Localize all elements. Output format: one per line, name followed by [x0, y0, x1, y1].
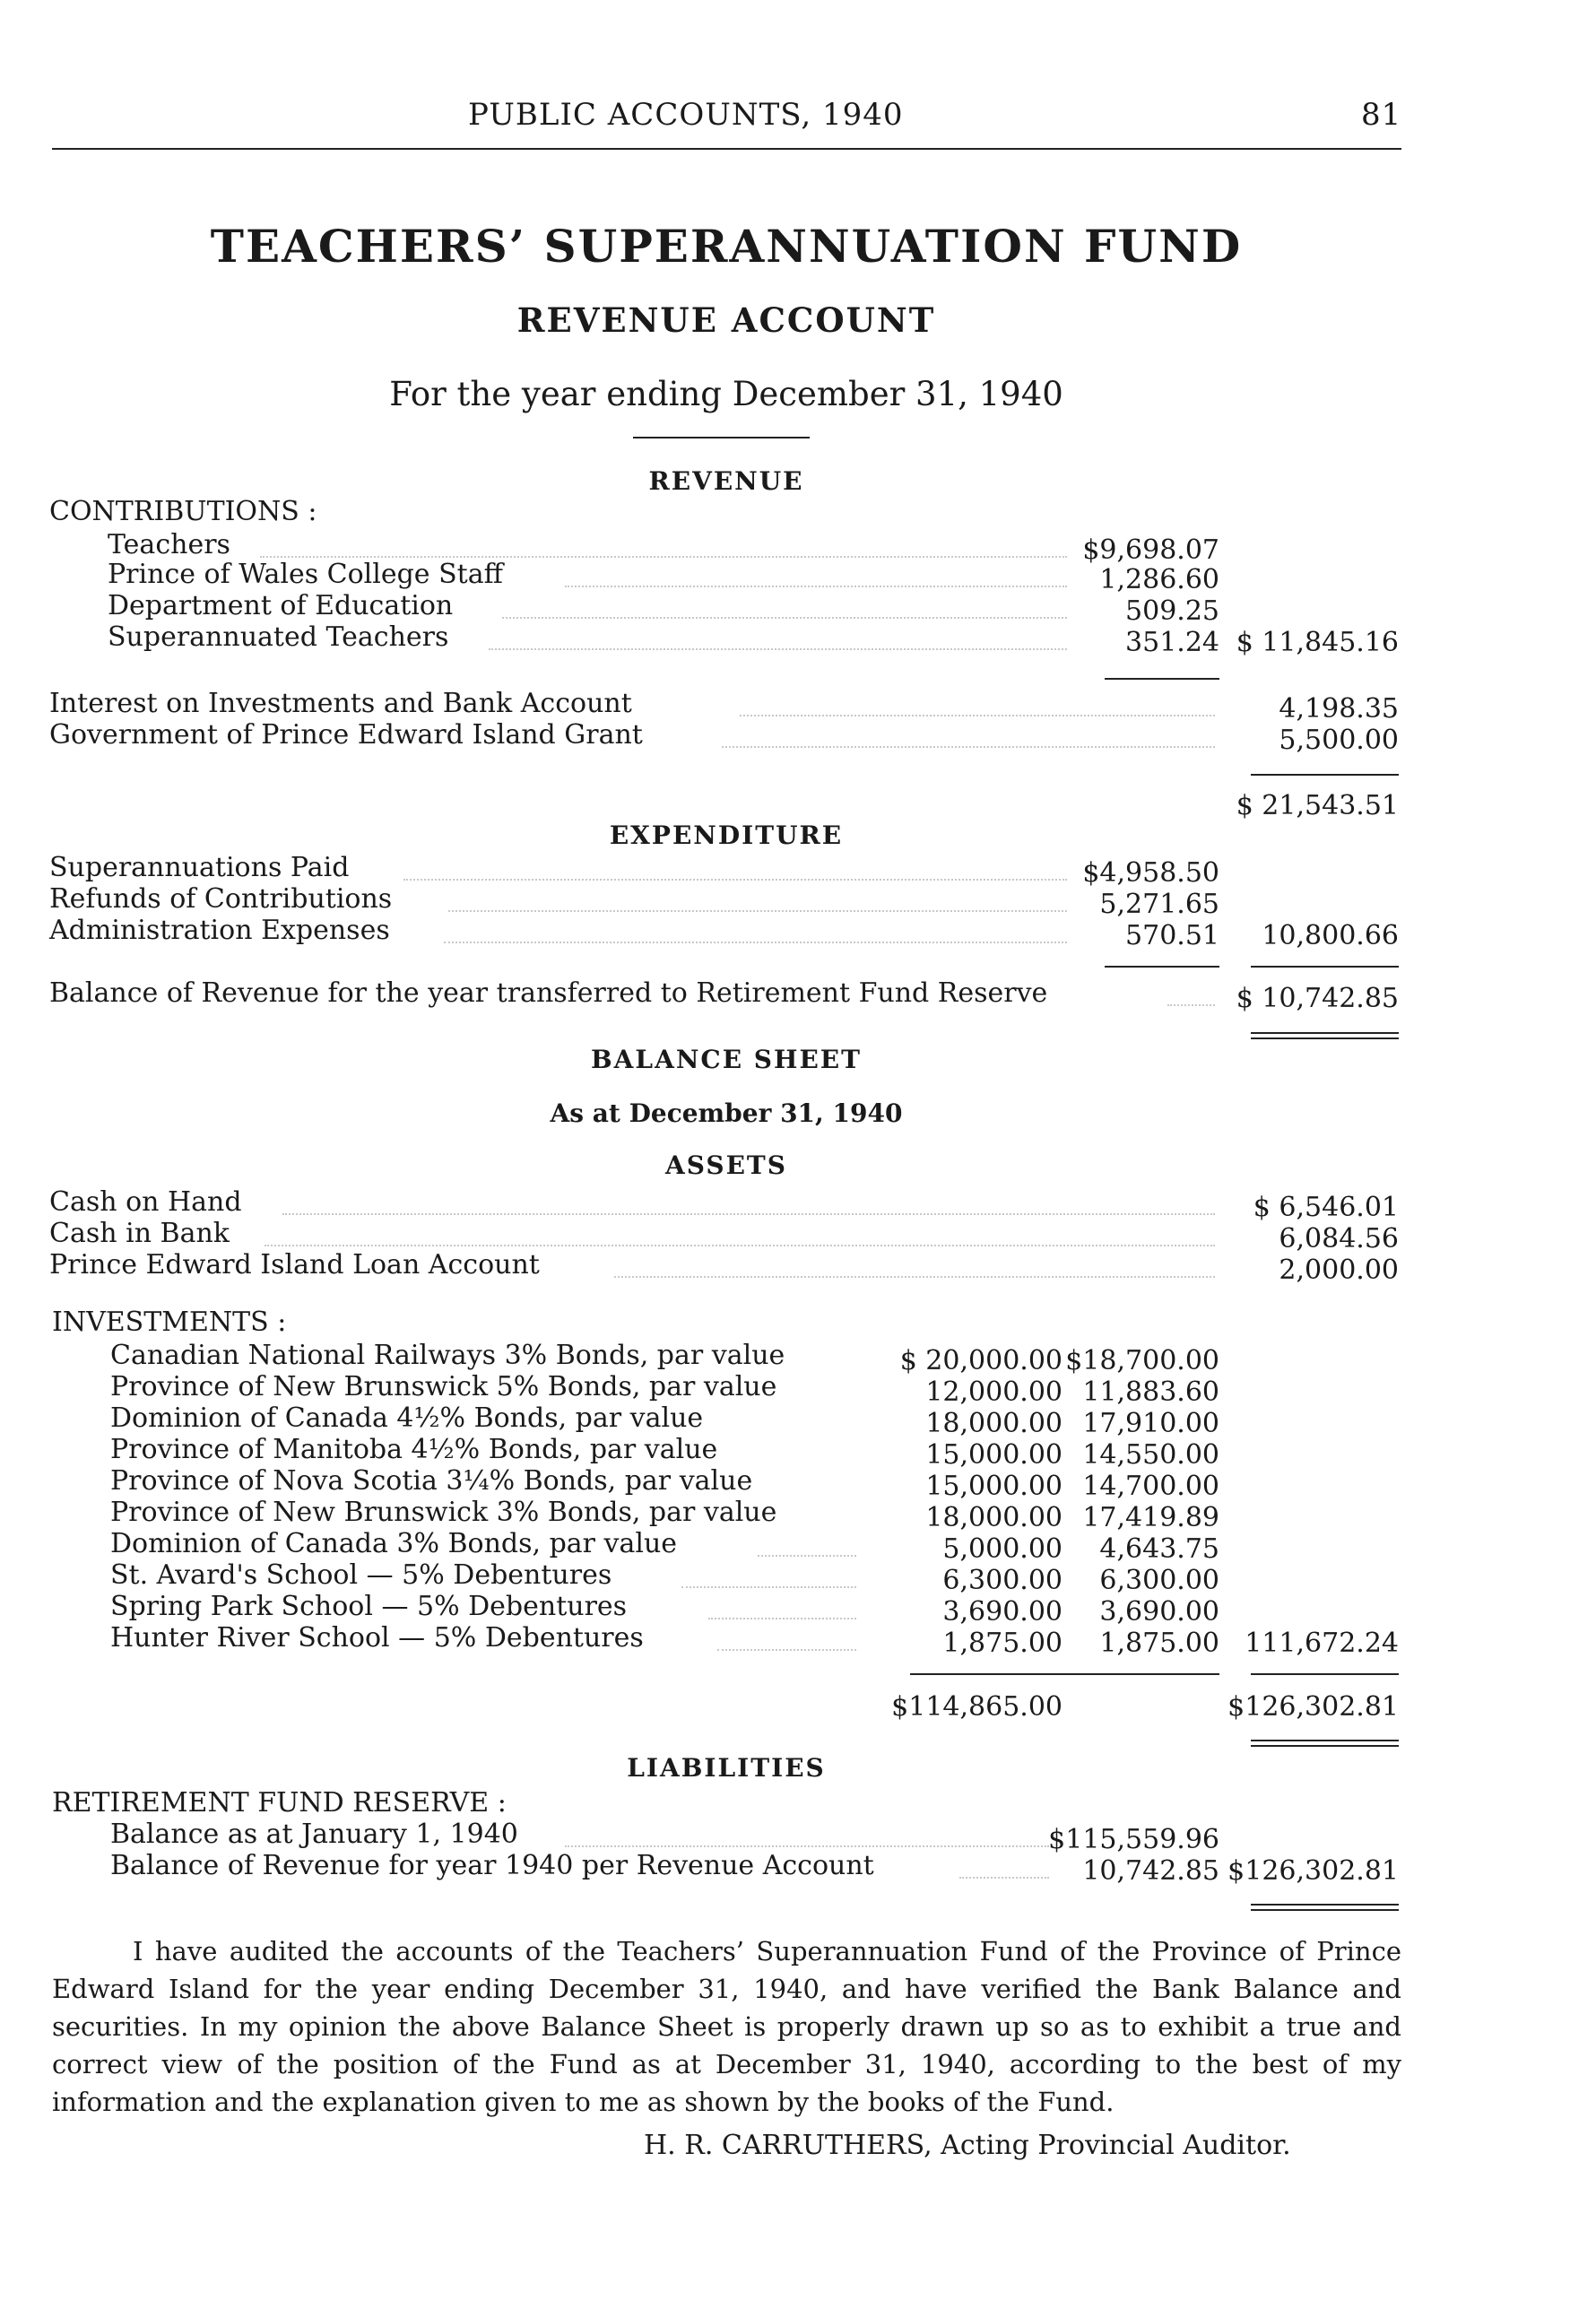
leader-dots [722, 746, 1215, 748]
double-rule-bottom [1251, 1745, 1399, 1747]
cash-label: Prince Edward Island Loan Account [49, 1249, 540, 1281]
period-line: For the year ending December 31, 1940 [389, 375, 1063, 413]
investment-label: Canadian National Railways 3% Bonds, par value [110, 1340, 785, 1371]
expenditure-amount: $4,958.50 [1082, 857, 1219, 889]
double-rule-top [1251, 1740, 1399, 1741]
investment-book: 3,690.00 [1099, 1596, 1219, 1628]
investment-book: 4,643.75 [1099, 1533, 1219, 1565]
investment-label: Hunter River School — 5% Debentures [110, 1622, 644, 1654]
assets-heading: ASSETS [665, 1150, 787, 1180]
cash-amount: $ 6,546.01 [1253, 1192, 1399, 1223]
investment-book: 11,883.60 [1082, 1376, 1219, 1408]
contribution-amount: 351.24 [1125, 627, 1219, 658]
cash-label: Cash in Bank [49, 1218, 230, 1249]
grant-amount: 5,500.00 [1279, 725, 1399, 756]
contributions-total: $ 11,845.16 [1236, 627, 1399, 658]
grant-label: Government of Prince Edward Island Grant [49, 719, 643, 751]
investment-par: 18,000.00 [925, 1408, 1063, 1439]
header-rule [52, 148, 1401, 150]
auditor-signature: H. R. CARRUTHERS, Acting Provincial Auditor. [644, 2130, 1291, 2161]
title-rule [633, 437, 810, 438]
reserve-item-amount: 10,742.85 [1082, 1855, 1219, 1887]
leader-dots [740, 715, 1215, 716]
balance-amount: $ 10,742.85 [1236, 983, 1399, 1014]
double-rule-bottom [1251, 1037, 1399, 1039]
total-rule [1251, 966, 1399, 968]
leader-dots [403, 879, 1067, 881]
interest-label: Interest on Investments and Bank Account [49, 688, 632, 719]
investment-par: 18,000.00 [925, 1502, 1063, 1533]
leader-dots [758, 1555, 856, 1557]
investment-par: 3,690.00 [942, 1596, 1063, 1628]
cash-amount: 2,000.00 [1279, 1254, 1399, 1286]
investment-par: 15,000.00 [925, 1471, 1063, 1502]
liabilities-heading: LIABILITIES [627, 1753, 826, 1783]
interest-amount: 4,198.35 [1279, 693, 1399, 725]
contribution-label: Prince of Wales College Staff [108, 559, 503, 590]
audit-statement: I have audited the accounts of the Teachers’ Superannuation Fund of the Province of Prince Edward Island for the year ending December 31, 1940, and have verified the Bank Balance and securities. In my opinion the above Balance Sheet is properly drawn up so as to exhibit a true and correct view of the position of the Fund as at December 31, 1940, according to the best of my information and the explanation given to me as shown by the books of the Fund. [52, 1936, 1401, 2117]
leader-dots [959, 1877, 1049, 1879]
contribution-label: Superannuated Teachers [108, 621, 449, 653]
leader-dots [260, 556, 1067, 558]
investment-book: $18,700.00 [1065, 1345, 1219, 1376]
investment-book: 14,550.00 [1082, 1439, 1219, 1471]
total-rule [1251, 774, 1399, 776]
investment-label: St. Avard's School — 5% Debentures [110, 1559, 612, 1591]
investment-book: 6,300.00 [1099, 1565, 1219, 1596]
page-title: TEACHERS’ SUPERANNUATION FUND [210, 220, 1243, 273]
column-rule [910, 1673, 1219, 1675]
investment-book: 17,910.00 [1082, 1408, 1219, 1439]
expenditure-label: Superannuations Paid [49, 852, 350, 883]
leader-dots [565, 1845, 1049, 1847]
balance-sheet-heading: BALANCE SHEET [591, 1045, 862, 1074]
expenditure-label: Administration Expenses [49, 915, 390, 946]
revenue-heading: REVENUE [648, 466, 804, 496]
investment-par: 15,000.00 [925, 1439, 1063, 1471]
running-title: PUBLIC ACCOUNTS, 1940 [468, 97, 904, 133]
leader-dots [717, 1649, 856, 1651]
double-rule-top [1251, 1032, 1399, 1034]
investment-par: $ 20,000.00 [899, 1345, 1063, 1376]
expenditure-amount: 5,271.65 [1099, 889, 1219, 920]
contribution-amount: $9,698.07 [1082, 534, 1219, 566]
contributions-label: CONTRIBUTIONS : [49, 496, 317, 527]
leader-dots [565, 586, 1067, 587]
investment-label: Province of Nova Scotia 3¼% Bonds, par value [110, 1465, 753, 1497]
investment-label: Dominion of Canada 3% Bonds, par value [110, 1528, 678, 1559]
investment-label: Province of Manitoba 4½% Bonds, par value [110, 1434, 718, 1465]
investment-label: Province of New Brunswick 5% Bonds, par value [110, 1371, 777, 1402]
double-rule-top [1251, 1904, 1399, 1906]
par-total: $114,865.00 [891, 1691, 1063, 1723]
investment-book: 1,875.00 [1099, 1628, 1219, 1659]
contribution-amount: 1,286.60 [1099, 564, 1219, 595]
investment-par: 5,000.00 [942, 1533, 1063, 1565]
expenditure-heading: EXPENDITURE [609, 820, 844, 850]
expenditure-amount: 570.51 [1125, 920, 1219, 951]
investments-total: 111,672.24 [1245, 1628, 1399, 1659]
leader-dots [502, 617, 1067, 619]
investment-par: 1,875.00 [942, 1628, 1063, 1659]
reserve-item-amount: $115,559.96 [1048, 1824, 1219, 1855]
leader-dots [1167, 1004, 1215, 1006]
leader-dots [614, 1276, 1215, 1278]
investments-label: INVESTMENTS : [52, 1307, 287, 1338]
expenditure-total: 10,800.66 [1262, 920, 1399, 951]
cash-label: Cash on Hand [49, 1186, 242, 1218]
investment-par: 6,300.00 [942, 1565, 1063, 1596]
subtotal-rule [1105, 966, 1219, 968]
expenditure-label: Refunds of Contributions [49, 883, 393, 915]
double-rule-bottom [1251, 1909, 1399, 1911]
subtotal-rule [1105, 678, 1219, 680]
investment-label: Province of New Brunswick 3% Bonds, par value [110, 1497, 777, 1528]
reserve-item-label: Balance as at January 1, 1940 [110, 1819, 518, 1850]
page-subtitle: REVENUE ACCOUNT [516, 300, 936, 340]
balance-sheet-date: As at December 31, 1940 [550, 1098, 903, 1128]
cash-amount: 6,084.56 [1279, 1223, 1399, 1254]
leader-dots [265, 1245, 1215, 1246]
investment-book: 14,700.00 [1082, 1471, 1219, 1502]
investment-par: 12,000.00 [925, 1376, 1063, 1408]
investment-label: Dominion of Canada 4½% Bonds, par value [110, 1402, 704, 1434]
investment-label: Spring Park School — 5% Debentures [110, 1591, 628, 1622]
page-number: 81 [1361, 97, 1402, 133]
leader-dots [448, 910, 1067, 912]
contribution-label: Department of Education [108, 590, 454, 621]
total-rule [1251, 1673, 1399, 1675]
leader-dots [489, 648, 1067, 650]
revenue-total: $ 21,543.51 [1236, 790, 1399, 821]
reserve-item-label: Balance of Revenue for year 1940 per Revenue Account [110, 1850, 874, 1881]
leader-dots [282, 1213, 1215, 1215]
contribution-label: Teachers [108, 529, 230, 560]
leader-dots [681, 1586, 856, 1588]
liabilities-total: $126,302.81 [1227, 1855, 1399, 1887]
contribution-amount: 509.25 [1125, 595, 1219, 627]
leader-dots [708, 1618, 856, 1619]
balance-label: Balance of Revenue for the year transferred to Retirement Fund Reserve [49, 977, 1048, 1009]
assets-total: $126,302.81 [1227, 1691, 1399, 1723]
investment-book: 17,419.89 [1082, 1502, 1219, 1533]
reserve-label: RETIREMENT FUND RESERVE : [52, 1787, 507, 1819]
leader-dots [444, 942, 1067, 943]
